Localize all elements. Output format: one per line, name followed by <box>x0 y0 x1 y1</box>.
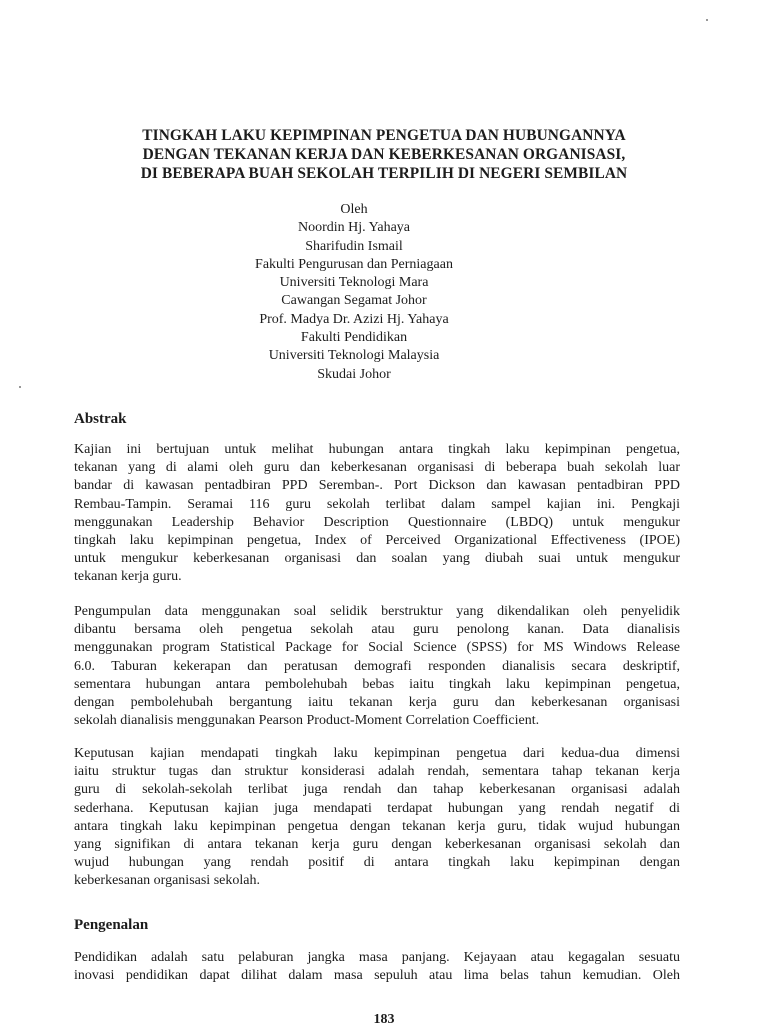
scan-speck <box>19 386 21 388</box>
text-line: Pendidikan adalah satu pelaburan jangka masa panjang. Kejayaan atau kegagalan sesuatu <box>74 950 680 965</box>
text-line: sementara hubungan antara pembolehubah bebas iaitu tingkah laku kepimpinan pengetua, <box>74 676 680 692</box>
text-line: tekanan yang di alami oleh guru dan keberkesanan organisasi di beberapa buah sekolah luar <box>74 460 680 476</box>
text-line: wujud hubungan yang rendah positif di antara tingkah laku kepimpinan dengan <box>74 855 680 871</box>
text-line: sederhana. Keputusan kajian juga mendapati terdapat hubungan yang rendah negatif di <box>74 800 680 816</box>
author-line: Oleh <box>340 202 368 217</box>
author-line: Prof. Madya Dr. Azizi Hj. Yahaya <box>259 311 449 327</box>
author-line: Universiti Teknologi Malaysia <box>268 348 440 364</box>
abstract-paragraph-1 <box>74 441 680 587</box>
paper-title <box>60 126 708 183</box>
text-line: keberkesanan organisasi sekolah. <box>74 873 260 889</box>
author-line: Universiti Teknologi Mara <box>279 275 429 291</box>
text-line: inovasi pendidikan dapat dilihat dalam masa sepuluh atau lima belas tahun kemudian. Oleh <box>74 968 680 984</box>
text-line: menggunakan Leadership Behavior Description Questionnaire (LBDQ) untuk mengukur <box>74 514 680 530</box>
author-block <box>154 201 554 384</box>
section-heading-introduction: Pengenalan <box>74 917 149 933</box>
author-line: Noordin Hj. Yahaya <box>298 220 410 236</box>
text-line: Keputusan kajian mendapati tingkah laku kepimpinan pengetua dari kedua-dua dimensi <box>74 746 680 761</box>
page-number: 183 <box>373 1012 395 1027</box>
text-line: dibantu bersama oleh pengetua sekolah atau guru penolong kanan. Data dianalisis <box>74 622 680 638</box>
abstract-paragraph-2 <box>74 603 680 730</box>
text-line: antara tingkah laku kepimpinan pengetua dengan tekanan kerja guru, tidak wujud hubungan <box>74 818 680 834</box>
scan-speck <box>706 19 708 21</box>
text-line: iaitu struktur tugas dan struktur konsiderasi adalah rendah, sementara tahap tekanan kerja <box>74 764 680 780</box>
text-line: Kajian ini bertujuan untuk melihat hubungan antara tingkah laku kepimpinan pengetua, <box>74 442 680 457</box>
title-line: TINGKAH LAKU KEPIMPINAN PENGETUA DAN HUBUNGANNYA <box>142 127 626 144</box>
author-line: Skudai Johor <box>317 366 391 382</box>
title-line: DENGAN TEKANAN KERJA DAN KEBERKESANAN ORGANISASI, <box>142 146 626 163</box>
text-line: menggunakan program Statistical Package for Social Science (SPSS) for MS Windows Release <box>74 640 680 656</box>
text-line: sekolah dianalisis menggunakan Pearson Product-Moment Correlation Coefficient. <box>74 713 540 729</box>
text-line: dengan pembolehubah bergantung iaitu tekanan kerja guru dan keberkesanan organisasi <box>74 695 680 711</box>
text-line: guru di sekolah-sekolah terlibat juga rendah dan tahap keberkesanan organisasi adalah <box>74 782 680 798</box>
author-line: Fakulti Pendidikan <box>300 330 408 346</box>
text-line: Rembau-Tampin. Seramai 116 guru sekolah terlibat dalam sampel kajian ini. Pengkaji <box>74 496 680 512</box>
author-line: Cawangan Segamat Johor <box>281 293 427 309</box>
title-line: DI BEBERAPA BUAH SEKOLAH TERPILIH DI NEGERI SEMBILAN <box>140 165 628 182</box>
text-line: 6.0. Taburan kekerapan dan peratusan demografi responden dianalisis secara deskriptif, <box>74 658 680 674</box>
abstract-paragraph-3 <box>74 745 680 891</box>
text-line: Pengumpulan data menggunakan soal selidik berstruktur yang dikendalikan oleh penyelidik <box>74 604 680 619</box>
author-line: Fakulti Pengurusan dan Perniagaan <box>255 256 453 272</box>
introduction-paragraph-1 <box>74 949 680 985</box>
section-heading-abstract: Abstrak <box>74 411 127 427</box>
author-line: Sharifudin Ismail <box>305 238 403 254</box>
text-line: tekanan kerja guru. <box>74 569 182 585</box>
text-line: yang signifikan di antara tekanan kerja guru dengan keberkesanan organisasi sekolah dan <box>74 837 680 853</box>
text-line: untuk mengukur keberkesanan organisasi dan soalan yang diubah suai untuk mengukur <box>74 551 680 567</box>
text-line: bandar di kawasan pentadbiran PPD Seremban-. Port Dickson dan kawasan pentadbiran PPD <box>74 478 680 494</box>
text-line: tingkah laku kepimpinan pengetua, Index of Perceived Organizational Effectiveness (IPOE) <box>74 533 680 549</box>
